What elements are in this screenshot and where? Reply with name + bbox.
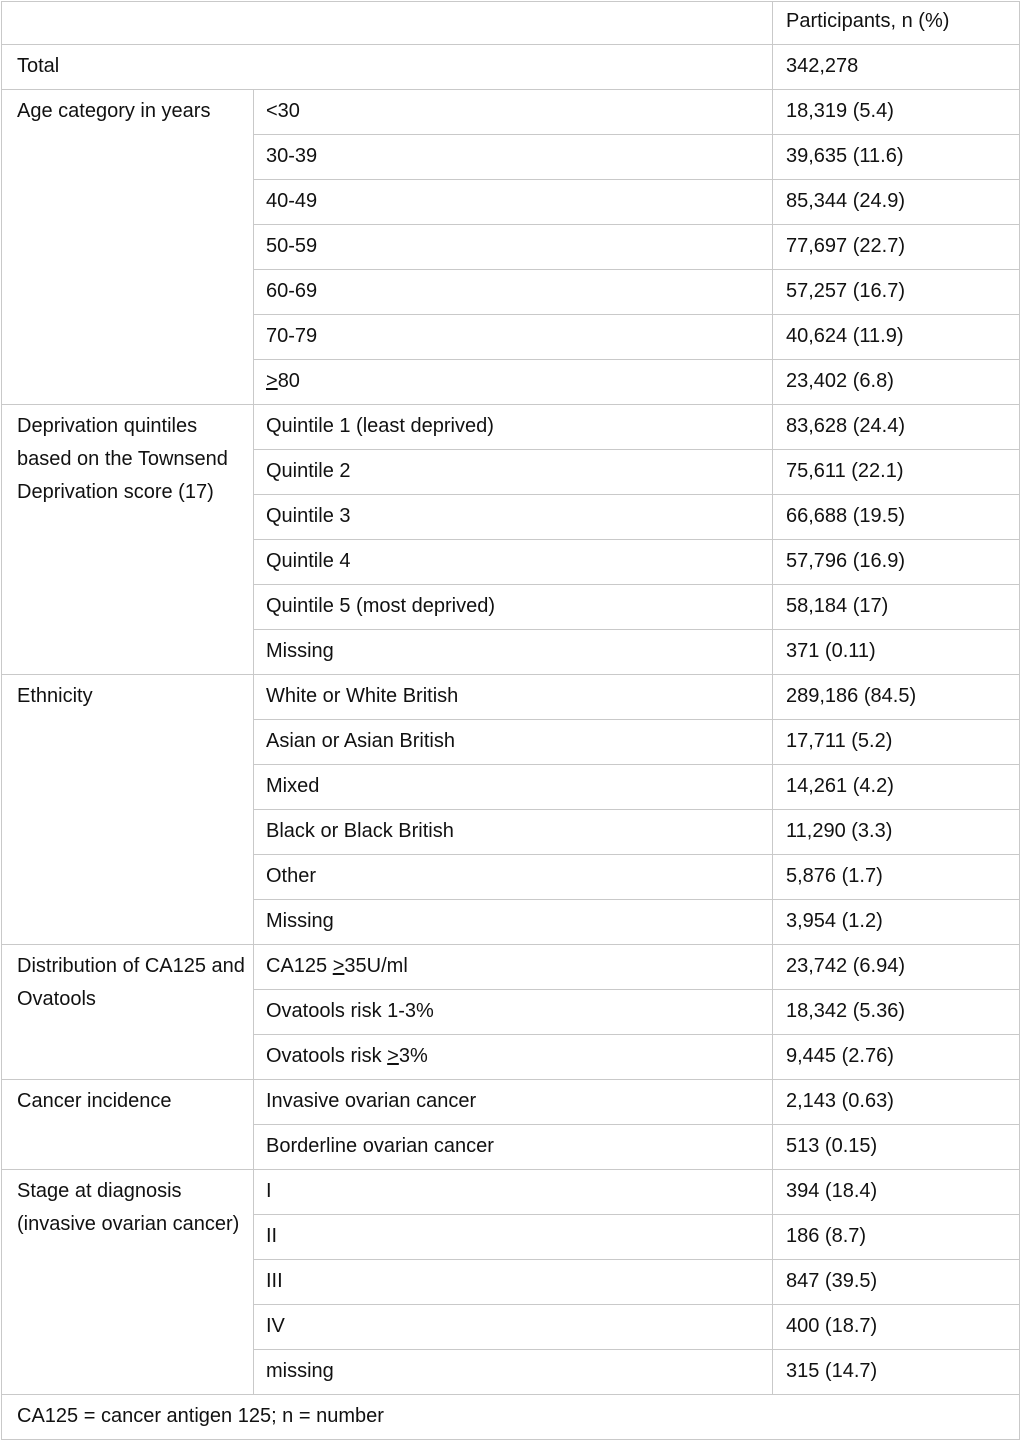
row-label: Borderline ovarian cancer (254, 1125, 773, 1170)
row-value: 315 (14.7) (773, 1350, 1020, 1395)
row-label: Quintile 5 (most deprived) (254, 585, 773, 630)
row-label: White or White British (254, 675, 773, 720)
row-label: I (254, 1170, 773, 1215)
row-value: 186 (8.7) (773, 1215, 1020, 1260)
table-row (2, 405, 1020, 450)
row-value: 18,319 (5.4) (773, 90, 1020, 135)
table-row (2, 90, 1020, 135)
row-value: 39,635 (11.6) (773, 135, 1020, 180)
row-label: Ovatools risk 1-3% (254, 990, 773, 1035)
total-label: Total (2, 45, 773, 90)
row-value: 3,954 (1.2) (773, 900, 1020, 945)
row-label: Missing (254, 900, 773, 945)
row-label: IV (254, 1305, 773, 1350)
row-label-text: 3% (398, 1045, 428, 1067)
total-value: 342,278 (773, 45, 1020, 90)
row-label: <30 (254, 90, 773, 135)
header-row (2, 2, 1020, 45)
row-value: 66,688 (19.5) (773, 495, 1020, 540)
group-label: Ethnicity (2, 675, 254, 945)
row-value: 57,796 (16.9) (773, 540, 1020, 585)
row-value: 85,344 (24.9) (773, 180, 1020, 225)
row-value: 400 (18.7) (773, 1305, 1020, 1350)
footnote: CA125 = cancer antigen 125; n = number (2, 1395, 1020, 1440)
row-label: missing (254, 1350, 773, 1395)
greater-equal-symbol: > (266, 370, 278, 392)
group-label: Deprivation quintiles based on the Townsend Deprivation score (17) (2, 405, 254, 675)
table-row (2, 1170, 1020, 1215)
row-value: 77,697 (22.7) (773, 225, 1020, 270)
row-label: 30-39 (254, 135, 773, 180)
row-label-text: 80 (277, 370, 300, 392)
row-label-text: Ovatools risk (266, 1045, 388, 1067)
row-label (254, 360, 773, 405)
group-label: Age category in years (2, 90, 254, 405)
row-label: III (254, 1260, 773, 1305)
row-value: 17,711 (5.2) (773, 720, 1020, 765)
table-body (2, 2, 1020, 1440)
row-value: 11,290 (3.3) (773, 810, 1020, 855)
row-label: Asian or Asian British (254, 720, 773, 765)
row-value: 40,624 (11.9) (773, 315, 1020, 360)
row-label-text: 35U/ml (344, 955, 408, 977)
row-label: Quintile 4 (254, 540, 773, 585)
row-label-text: CA125 (266, 955, 333, 977)
row-value: 75,611 (22.1) (773, 450, 1020, 495)
group-label: Stage at diagnosis (invasive ovarian cancer) (2, 1170, 254, 1395)
table-row (2, 1080, 1020, 1125)
row-value: 289,186 (84.5) (773, 675, 1020, 720)
row-value: 23,742 (6.94) (773, 945, 1020, 990)
row-label: Black or Black British (254, 810, 773, 855)
row-label: 50-59 (254, 225, 773, 270)
table-row (2, 675, 1020, 720)
participants-header: Participants, n (%) (773, 2, 1020, 45)
row-label: II (254, 1215, 773, 1260)
row-value: 9,445 (2.76) (773, 1035, 1020, 1080)
row-label: Invasive ovarian cancer (254, 1080, 773, 1125)
row-label: Other (254, 855, 773, 900)
group-label: Distribution of CA125 and Ovatools (2, 945, 254, 1080)
row-label (254, 1035, 773, 1080)
row-value: 2,143 (0.63) (773, 1080, 1020, 1125)
greater-equal-symbol: > (332, 955, 345, 977)
row-value: 58,184 (17) (773, 585, 1020, 630)
row-label: Quintile 2 (254, 450, 773, 495)
row-label: Missing (254, 630, 773, 675)
row-value: 23,402 (6.8) (773, 360, 1020, 405)
footnote-row (2, 1395, 1020, 1440)
row-value: 394 (18.4) (773, 1170, 1020, 1215)
total-row (2, 45, 1020, 90)
row-value: 14,261 (4.2) (773, 765, 1020, 810)
row-label: Mixed (254, 765, 773, 810)
row-label: 40-49 (254, 180, 773, 225)
participants-table (1, 1, 1020, 1440)
row-value: 57,257 (16.7) (773, 270, 1020, 315)
row-label: 60-69 (254, 270, 773, 315)
row-value: 83,628 (24.4) (773, 405, 1020, 450)
row-value: 18,342 (5.36) (773, 990, 1020, 1035)
row-label: Quintile 1 (least deprived) (254, 405, 773, 450)
row-value: 5,876 (1.7) (773, 855, 1020, 900)
row-value: 513 (0.15) (773, 1125, 1020, 1170)
greater-equal-symbol: > (387, 1045, 399, 1067)
header-empty-cell (2, 2, 773, 45)
row-label: 70-79 (254, 315, 773, 360)
group-label: Cancer incidence (2, 1080, 254, 1170)
row-label: Quintile 3 (254, 495, 773, 540)
row-value: 847 (39.5) (773, 1260, 1020, 1305)
table-row (2, 945, 1020, 990)
row-value: 371 (0.11) (773, 630, 1020, 675)
row-label (254, 945, 773, 990)
